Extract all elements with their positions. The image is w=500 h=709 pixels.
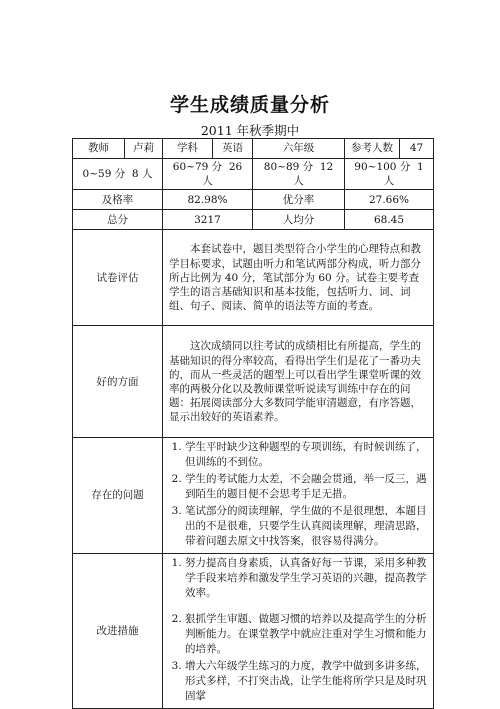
teacher-value: 卢莉 [125, 139, 163, 159]
measure-item: 2. 狠抓学生审题、做题习惯的培养以及提高学生的分析判断能力。在课堂教学中就应注重对学生习惯和能力的培养。 [185, 612, 427, 657]
evaluation-row [73, 230, 434, 326]
total-score-value: 3217 [163, 210, 253, 230]
score-band-cell [253, 159, 345, 190]
problems-list-cell [163, 438, 434, 553]
score-band-count: 12 人 [293, 161, 334, 188]
score-band-row [73, 159, 434, 190]
score-band-count: 8 人 [131, 168, 153, 181]
score-band-count: 26 人 [202, 161, 243, 188]
document-subtitle: 2011 年秋季期中 [200, 123, 300, 138]
problem-item: 3. 笔试部分的阅读理解，学生做的不是很理想，本题目出的不是很难，只要学生认真阅读理解，理清思路，带着问题去原文中找答案，很容易得满分。 [185, 504, 427, 549]
analysis-table [72, 138, 434, 709]
score-band-range: 80~89 分 [263, 161, 314, 173]
rates-row [73, 190, 434, 210]
subject-value: 英语 [213, 139, 253, 159]
pass-rate-value: 82.98% [163, 190, 253, 210]
score-band-cell [73, 159, 163, 190]
measures-list [165, 556, 431, 704]
info-row [73, 139, 434, 159]
teacher-label: 教师 [73, 139, 125, 159]
problems-list [165, 440, 431, 548]
measure-item: 1. 努力提高自身素质，认真备好每一节课，采用多种教学手段来培养和激发学生学习英语的兴趣，提高教学效率。 [185, 556, 427, 601]
evaluation-text: 本套试卷中，题目类型符合小学生的心理特点和教学目标要求，试题由听力和笔试两部分构成，听力部分所占比例为 40 分，笔试部分为 60 分。试卷主要考查学生的语言基础知识和基本技能，包括听力、词、词组、句子、阅读、简单的语法等方面的考查。 [163, 230, 434, 326]
score-band-range: 60~79 分 [172, 161, 223, 173]
count-value: 47 [400, 139, 434, 159]
document-title: 学生成绩质量分析 [169, 94, 330, 116]
score-band-cell [345, 159, 434, 190]
count-label: 参考人数 [345, 139, 400, 159]
excellent-rate-value: 27.66% [345, 190, 434, 210]
score-band-cell [163, 159, 253, 190]
problem-item: 2. 学生的考试能力太差，不会融会贯通，举一反三，遇到陌生的题目便不会思考手足无措。 [185, 472, 427, 502]
total-score-label: 总分 [73, 210, 163, 230]
score-band-count: 1 人 [383, 161, 424, 188]
score-band-range: 0~59 分 [82, 168, 126, 181]
average-score-value: 68.45 [345, 210, 434, 230]
strengths-row [73, 326, 434, 438]
problem-item: 1. 学生平时缺少这种题型的专项训练，有时候训练了，但训练的不到位。 [185, 440, 427, 470]
pass-rate-label: 及格率 [73, 190, 163, 210]
subject-label: 学科 [163, 139, 213, 159]
strengths-text: 这次成绩同以往考试的成绩相比有所提高，学生的基础知识的得分率较高，看得出学生们是花了一番功夫的，而从一些灵活的题型上可以看出学生课堂听课的效率的两极分化以及教师课堂听说读写训练中存在的问题：拓展阅读部分大多数同学能审清题意，有序答题，显示出较好的英语素养。 [163, 326, 434, 438]
strengths-label: 好的方面 [73, 326, 163, 438]
evaluation-label: 试卷评估 [73, 230, 163, 326]
measures-list-cell [163, 553, 434, 708]
measure-item: 3. 增大六年级学生练习的力度，教学中做到多讲多练，形式多样，不打突击战，让学生能将所学只是及时巩固掌 [185, 659, 427, 704]
problems-row [73, 438, 434, 553]
score-band-range: 90~100 分 [354, 161, 411, 173]
grade-value: 六年级 [253, 139, 345, 159]
average-score-label: 人均分 [253, 210, 345, 230]
totals-row [73, 210, 434, 230]
problems-label: 存在的问题 [73, 438, 163, 553]
measures-label: 改进措施 [73, 553, 163, 708]
measures-row [73, 553, 434, 708]
excellent-rate-label: 优分率 [253, 190, 345, 210]
